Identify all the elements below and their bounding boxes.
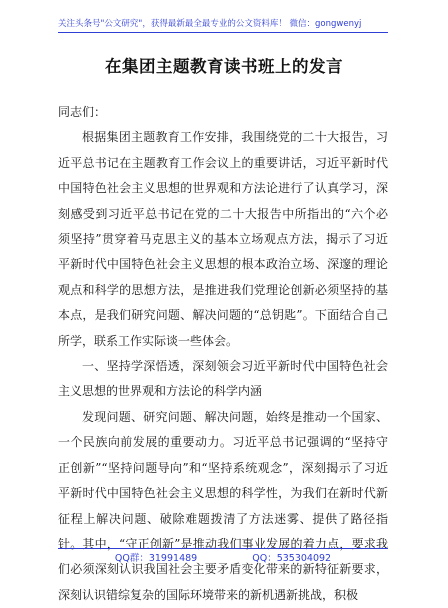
document-title: 在集团主题教育读书班上的发言	[105, 57, 343, 76]
greeting: 同志们：	[58, 105, 107, 119]
header-notice-text: 关注头条号"公文研究"，获得最新最全最专业的公文资料库！ 微信：gongwenyj	[58, 19, 362, 29]
document-body	[58, 100, 388, 608]
footer-contact	[58, 548, 388, 569]
paragraph-section-1: 发现问题、研究问题、解决问题，始终是推动一个国家、一个民族向前发展的重要动力。习近平总书记强调的“坚持守正创新”“坚持问题导向”和“坚持系统观念”，深刻揭示了习近平新时代中国特色社会主义思想的科学性，为我们在新时代新征程上解决问题、破除难题拨清了方法迷雾、提供了路径指针。其中，“守正创新”是推动我们事业发展的着力点，要求我们必须深刻认识我国社会主要矛盾变化带来的新特征新要求，深刻认识错综复杂的国际环境带来的新机遇新挑战，积极	[58, 409, 388, 602]
paragraph-intro: 根据集团主题教育工作安排，我围绕党的二十大报告，习近平总书记在主题教育工作会议上的重要讲话，习近平新时代中国特色社会主义思想的世界观和方法论进行了认真学习，深刻感受到习近平总书记在党的二十大报告中所指出的“六个必须坚持”贯穿着马克思主义的基本立场观点方法，揭示了习近平新时代中国特色社会主义思想的根本政治立场、深邃的理论观点和科学的思想方法，是推进我们党理论创新必须坚持的基本点，是我们研究问题、解决问题的“总钥匙”。下面结合自己所学，联系工作实际谈一些体会。	[58, 130, 388, 348]
footer-qq-group: QQ群：31991489	[114, 553, 198, 564]
header-notice	[58, 16, 388, 33]
footer-qq: QQ：535304092	[252, 553, 332, 564]
section-heading-1: 一、坚持学深悟透，深刻领会习近平新时代中国特色社会主义思想的世界观和方法论的科学内涵	[58, 359, 388, 399]
